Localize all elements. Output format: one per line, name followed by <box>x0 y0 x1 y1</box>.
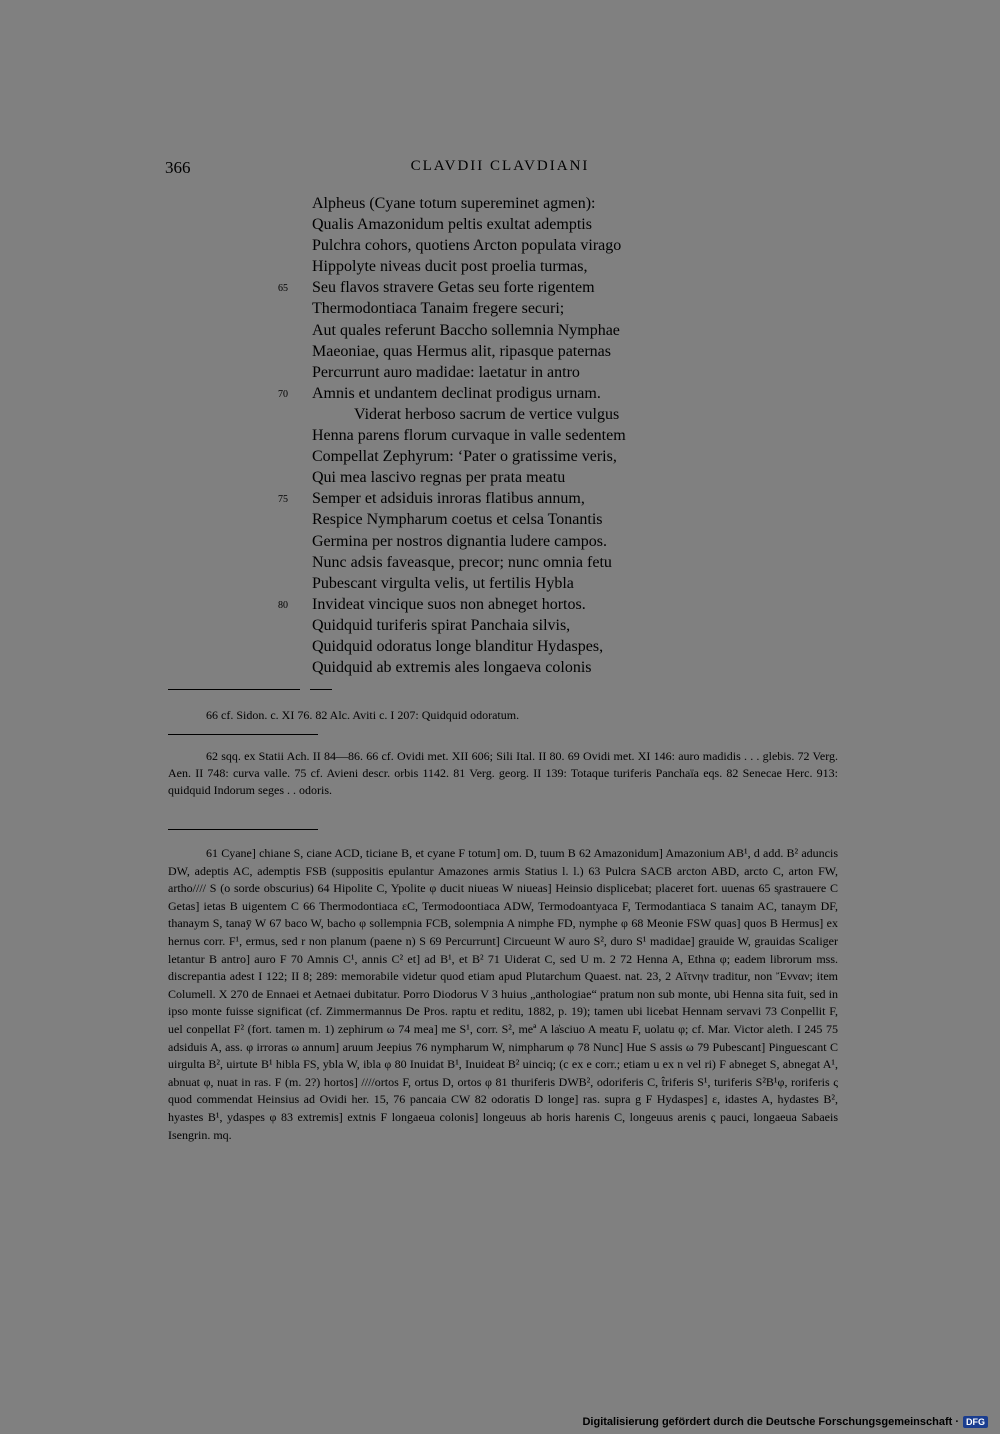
verse-line <box>312 320 832 341</box>
verse-line <box>312 531 832 552</box>
dfg-logo-icon: DFG <box>963 1416 988 1428</box>
verse-line-text: Aut quales referunt Baccho sollemnia Nymphae <box>312 321 620 339</box>
rule-1 <box>168 689 300 690</box>
verse-line <box>312 467 832 488</box>
verse-line-text: Percurrunt auro madidae: laetatur in antro <box>312 363 580 381</box>
apparatus-critica: 61 Cyane] chiane S, ciane ACD, ticiane B, et cyane F totum] om. D, tuum B 62 Amazonidum] Amazonium AB¹, d add. B² aduncis DW, adeptis AC, ademptis FSB (suppositis epulantur Amazones armis Statius l. l.) 63 Pulcra SACB arcton ABD, arcto C, arton FW, artho//// S (o sorde obscurius) 64 Hipolite C, Ypolite φ ducit niueas W niueas] Heinsio displicebat; placeret fort. uuenas 65 s̥rastrauere C Getas] ietas B uigentem C 66 Thermodontiaca εC, Termodoontiaca ADW, Termodoantyaca F, Termodantiaca S tanaim AC, tanaym DF, thanaym S, tanaȳ W 67 baco W, bacho φ sollempnia FCB, solempnia A nimphe FD, nymphe φ 68 Meonie FSW quas] quos B Hermus] ex hernus corr. F¹, ermus, sed r non planum (paene n) S 69 Percurrunt] Circueunt W auro S², duro S¹ madidae] grauide W, grauidas Scaliger letantur B antro] auro F 70 Amnis C¹, annis C² et] ad B¹, et B² 71 Uiderat C, sed U m. 2 72 Henna A, Ethna φ; eadem librorum mss. discrepantia adest I 122; II 8; 289: memorabile videtur quod etiam apud Plutarchum Quaest. nat. 23, 2 Αἴτνην traditur, non Ἔνναν; item Columell. X 270 de Ennaei et Aetnaei dubitatur. Porro Diodorus V 3 huius „anthologiae“ pratum non sub monte, ubi Henna sita fuit, sed in ipso monte fuisse significat (cf. Zimmermannus De Pros. raptu et reditu, 1882, p. 19); tamen ubi licebat Hennam servavi 73 Conpellit F, uel conpellat F² (fort. tamen m. 1) zephirum ω 74 mea] me S¹, corr. S², meª A la̍sciuo A meatu F, uolatu φ; cf. Mar. Victor aleth. I 245 75 adsiduis A, ass. φ irroras ω annum] aruum Jeepius 76 nympharum W, nimpharum φ 78 Nunc] Hue S assis ω 79 Pubescant] Pinguescant C uirgulta B², uirtute B¹ hibla FS, ybla W, ibla φ 80 Inuidat B¹, Inuideat B² uinciq; (c ex e corr.; etiam u ex n vel ri) F abneget S, abnegat A¹, abnuat φ, nuat in ras. F (m. 2?) hortos] ////ortos F, ortus D, ortos φ 81 thuriferis DWB², odoriferis C, t̂riferis S¹, turiferis S²B¹φ, roriferis ς quod commendat Heinsius ad Ovidi her. 15, 76 pancaia CW 82 odoratis D longe] ras. supra g F Hydaspes] ε, idastes A, hydastes B², hyastes B¹, ydaspes φ 83 extremis] extnis F longaeua colonis] longeuus ab horis harenis C, longeuus arenis ς pauci, longaeua Sabaeis Isengrin. mq. <box>168 846 838 1142</box>
verse-line <box>278 594 832 615</box>
verse-line-text: Nunc adsis faveasque, precor; nunc omnia fetu <box>312 553 612 571</box>
verse-line-text: Germina per nostros dignantia ludere campos. <box>312 532 608 550</box>
verse-line <box>312 193 832 214</box>
verse-line-text: Quidquid odoratus longe blanditur Hydaspes, <box>312 637 604 655</box>
verse-line <box>278 277 832 298</box>
line-number: 80 <box>278 599 288 611</box>
verse-line-text: Seu flavos stravere Getas seu forte rigentem <box>312 279 595 297</box>
running-head: CLAVDII CLAVDIANI <box>410 158 590 174</box>
page-number: 366 <box>165 158 191 177</box>
verse-line <box>312 341 832 362</box>
verse-line-text: Henna parens florum curvaque in valle sedentem <box>312 427 626 445</box>
verse-line-text: Amnis et undantem declinat prodigus urnam. <box>312 384 601 402</box>
verse-line-text: Respice Nympharum coetus et celsa Tonantis <box>312 511 603 529</box>
verse-line <box>312 657 832 678</box>
verse-line <box>312 615 832 636</box>
verse-line-text: Compellat Zephyrum: ‘Pater o gratissime veris, <box>312 448 617 466</box>
verse-line <box>278 383 832 404</box>
line-number: 65 <box>278 283 288 295</box>
rule-2 <box>168 734 318 735</box>
verse-line <box>312 256 832 277</box>
apparatus-similia: 66 cf. Sidon. c. XI 76. 82 Alc. Aviti c. I 207: Quidquid odoratum. <box>206 708 520 722</box>
verse-line-text: Quidquid ab extremis ales longaeva colonis <box>312 659 592 677</box>
verse-line-text: Alpheus (Cyane totum supereminet agmen): <box>312 195 596 212</box>
line-number: 75 <box>278 494 288 506</box>
verse-line-text: Viderat herboso sacrum de vertice vulgus <box>354 405 620 423</box>
verse-line <box>312 404 832 425</box>
verse-line-text: Thermodontiaca Tanaim fregere securi; <box>312 300 565 318</box>
verse-line <box>278 488 832 509</box>
verse-line-text: Qui mea lascivo regnas per prata meatu <box>312 469 566 487</box>
verse-line-text: Semper et adsiduis inroras flatibus annum, <box>312 490 585 508</box>
verse-line <box>312 552 832 573</box>
verse-line <box>312 573 832 594</box>
verse-line <box>312 362 832 383</box>
verse-line <box>312 636 832 657</box>
verse-line <box>312 298 832 319</box>
verse-line-text: Quidquid turiferis spirat Panchaia silvis, <box>312 616 571 634</box>
verse-line-text: Maeoniae, quas Hermus alit, ripasque paternas <box>312 342 612 360</box>
verse-line-text: Pulchra cohors, quotiens Arcton populata virago <box>312 237 622 255</box>
verse-line-text: Hippolyte niveas ducit post proelia turmas, <box>312 258 588 276</box>
rule-3 <box>168 829 318 830</box>
verse-line <box>312 425 832 446</box>
verse-line-text: Invideat vincique suos non abneget hortos. <box>312 595 586 613</box>
verse-line-text: Pubescant virgulta velis, ut fertilis Hybla <box>312 574 574 592</box>
verse-line <box>312 509 832 530</box>
verse-line-text: Qualis Amazonidum peltis exultat ademptis <box>312 216 592 234</box>
apparatus-fontes: 62 sqq. ex Statii Ach. II 84—86. 66 cf. Ovidi met. XII 606; Sili Ital. II 80. 69 Ovidi met. XI 146: auro madidis . . . glebis. 72 Verg. Aen. II 748: curva valle. 75 cf. Avieni descr. orbis 1142. 81 Verg. georg. II 139: Totaque turiferis Panchaïa eqs. 82 Senecae Herc. 913: quidquid Indorum seges . . odoris. <box>168 749 838 798</box>
verse-text <box>278 193 832 678</box>
line-number: 70 <box>278 388 288 400</box>
digitization-footer <box>582 1416 988 1428</box>
verse-line <box>312 446 832 467</box>
footer-text: Digitalisierung gefördert durch die Deutsche Forschungsgemeinschaft · <box>582 1416 959 1428</box>
rule-1b <box>310 689 332 690</box>
verse-line <box>312 235 832 256</box>
verse-line <box>312 214 832 235</box>
